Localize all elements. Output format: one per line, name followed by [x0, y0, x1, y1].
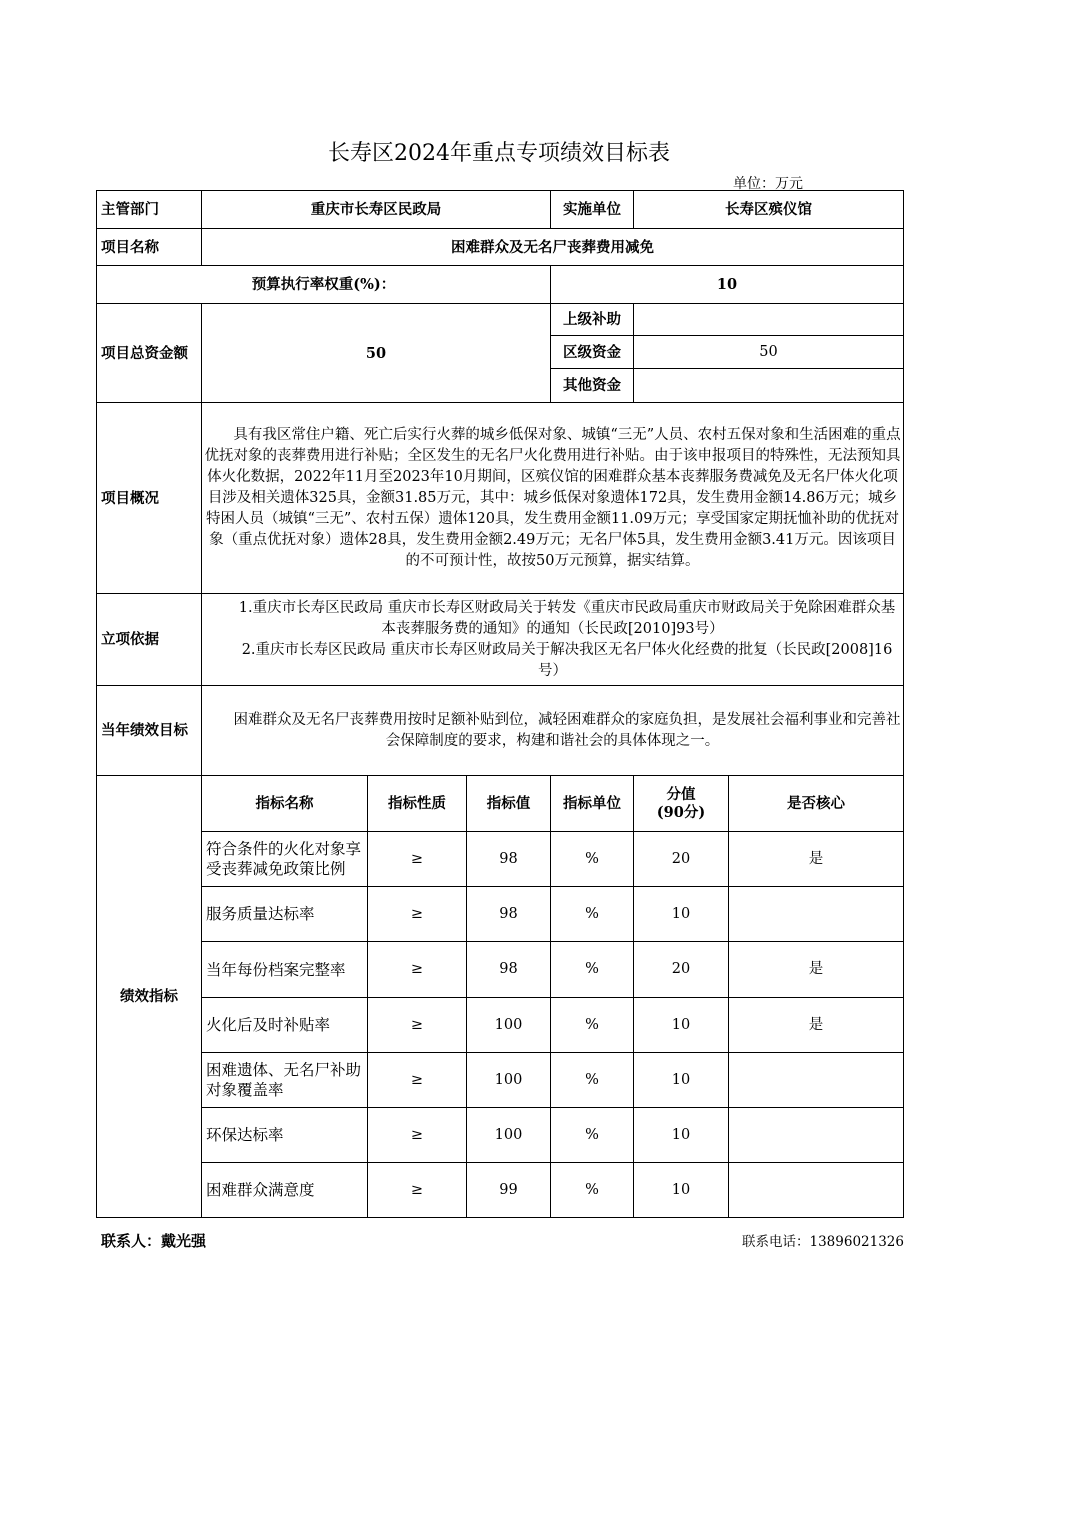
- indicator-value: 100: [467, 1108, 551, 1163]
- funds-item-label: 上级补助: [551, 304, 634, 336]
- indicator-score: 10: [634, 1163, 729, 1218]
- indicator-score: 10: [634, 998, 729, 1053]
- goal-text: 困难群众及无名尸丧葬费用按时足额补贴到位，减轻困难群众的家庭负担，是发展社会福利事业和完善社会保障制度的要求，构建和谐社会的具体体现之一。: [233, 712, 901, 749]
- indicator-score: 10: [634, 1108, 729, 1163]
- header-score: [634, 776, 729, 832]
- funds-item-label: 区级资金: [551, 336, 634, 369]
- indicator-nature: ≥: [368, 1053, 467, 1108]
- basis-label: 立项依据: [97, 594, 202, 686]
- indicator-score: 10: [634, 887, 729, 942]
- basis-line-1: 1.重庆市长寿区民政局 重庆市长寿区财政局关于转发《重庆市民政局重庆市财政局关于免除困难群众基本丧葬服务费的通知》的通知（长民政[2010]93号）: [238, 599, 896, 637]
- indicator-core: [729, 887, 904, 942]
- basis-row: [97, 594, 904, 686]
- indicator-nature: ≥: [368, 1108, 467, 1163]
- header-unit: 指标单位: [551, 776, 634, 832]
- overview-row: [97, 403, 904, 594]
- indicator-value: 100: [467, 1053, 551, 1108]
- goal-label: 当年绩效目标: [97, 686, 202, 776]
- indicator-name: 困难遗体、无名尸补助对象覆盖率: [202, 1053, 368, 1108]
- indicator-core: 是: [729, 832, 904, 887]
- project-name-value: 困难群众及无名尸丧葬费用减免: [202, 229, 904, 266]
- indicator-score: 20: [634, 942, 729, 998]
- unit-label: 单位：万元: [733, 176, 803, 192]
- funds-item-value: [634, 369, 904, 403]
- dept-value: 重庆市长寿区民政局: [202, 191, 551, 229]
- overview-label: 项目概况: [97, 403, 202, 594]
- indicator-name: 环保达标率: [202, 1108, 368, 1163]
- indicator-name: 当年每份档案完整率: [202, 942, 368, 998]
- page-title: 长寿区2024年重点专项绩效目标表: [328, 141, 670, 166]
- project-name-label: 项目名称: [97, 229, 202, 266]
- funds-total: 50: [202, 304, 551, 403]
- contact-person: 联系人：戴光强: [101, 1232, 207, 1250]
- dept-row: [97, 191, 904, 229]
- funds-row-1: [97, 304, 904, 336]
- indicator-unit: %: [551, 942, 634, 998]
- contact-phone: 联系电话：13896021326: [742, 1234, 904, 1250]
- indicator-name: 符合条件的火化对象享受丧葬减免政策比例: [202, 832, 368, 887]
- dept-label: 主管部门: [97, 191, 202, 229]
- indicator-nature: ≥: [368, 887, 467, 942]
- header-score-sub: (90分): [656, 803, 706, 821]
- indicator-value: 98: [467, 887, 551, 942]
- indicator-nature: ≥: [368, 832, 467, 887]
- table-row: [97, 942, 904, 998]
- table-row: [97, 1053, 904, 1108]
- indicator-core: [729, 1108, 904, 1163]
- impl-label: 实施单位: [551, 191, 634, 229]
- header-score-label: 分值: [666, 785, 696, 803]
- header-nature: 指标性质: [368, 776, 467, 832]
- budget-weight-value: 10: [551, 266, 904, 304]
- basis-line-2: 2.重庆市长寿区民政局 重庆市长寿区财政局关于解决我区无名尸体火化经费的批复（长民政[2008]16号）: [241, 641, 893, 679]
- overview-text: 具有我区常住户籍、死亡后实行火葬的城乡低保对象、城镇“三无”人员、农村五保对象和生活困难的重点优抚对象的丧葬费用进行补贴；全区发生的无名尸火化费用进行补贴。由于该申报项目的特殊性，无法预知具体火化数据，2022年11月至2023年10月期间，区殡仪馆的困难群众基本丧葬服务费减免及无名尸体火化项目涉及相关遗体325具，金额31.85万元，其中：城乡低保对象遗体172具，发生费用金额14.86万元；城乡特困人员（城镇“三无”、农村五保）遗体120具，发生费用金额11.09万元；享受国家定期抚恤补助的优抚对象（重点优抚对象）遗体28具，发生费用金额2.49万元；无名尸体5具，发生费用金额3.41万元。因该项目的不可预计性，故按50万元预算，据实结算。: [204, 426, 901, 569]
- indicator-unit: %: [551, 998, 634, 1053]
- indicator-core: 是: [729, 942, 904, 998]
- header-core: 是否核心: [729, 776, 904, 832]
- indicator-core: [729, 1053, 904, 1108]
- table-row: [97, 832, 904, 887]
- indicator-score: 20: [634, 832, 729, 887]
- table-row: [97, 1163, 904, 1218]
- indicator-name: 困难群众满意度: [202, 1163, 368, 1218]
- indicators-label: 绩效指标: [97, 776, 202, 1218]
- indicator-unit: %: [551, 887, 634, 942]
- indicators-header-row: [97, 776, 904, 832]
- indicator-unit: %: [551, 832, 634, 887]
- indicator-value: 100: [467, 998, 551, 1053]
- indicator-value: 98: [467, 942, 551, 998]
- indicator-value: 99: [467, 1163, 551, 1218]
- header-value: 指标值: [467, 776, 551, 832]
- funds-item-label: 其他资金: [551, 369, 634, 403]
- indicator-name: 火化后及时补贴率: [202, 998, 368, 1053]
- impl-value: 长寿区殡仪馆: [634, 191, 904, 229]
- indicator-nature: ≥: [368, 1163, 467, 1218]
- goal-row: [97, 686, 904, 776]
- indicator-name: 服务质量达标率: [202, 887, 368, 942]
- indicator-value: 98: [467, 832, 551, 887]
- indicator-core: 是: [729, 998, 904, 1053]
- table-row: [97, 1108, 904, 1163]
- table-row: [97, 998, 904, 1053]
- funds-item-value: 50: [634, 336, 904, 369]
- indicator-core: [729, 1163, 904, 1218]
- funds-item-value: [634, 304, 904, 336]
- performance-table: [96, 190, 904, 1218]
- indicator-unit: %: [551, 1108, 634, 1163]
- indicator-nature: ≥: [368, 998, 467, 1053]
- indicator-score: 10: [634, 1053, 729, 1108]
- project-name-row: [97, 229, 904, 266]
- budget-weight-label: 预算执行率权重(%)：: [97, 266, 551, 304]
- indicator-nature: ≥: [368, 942, 467, 998]
- funds-label: 项目总资金额: [97, 304, 202, 403]
- indicator-unit: %: [551, 1053, 634, 1108]
- indicator-unit: %: [551, 1163, 634, 1218]
- budget-weight-row: [97, 266, 904, 304]
- header-name: 指标名称: [202, 776, 368, 832]
- table-row: [97, 887, 904, 942]
